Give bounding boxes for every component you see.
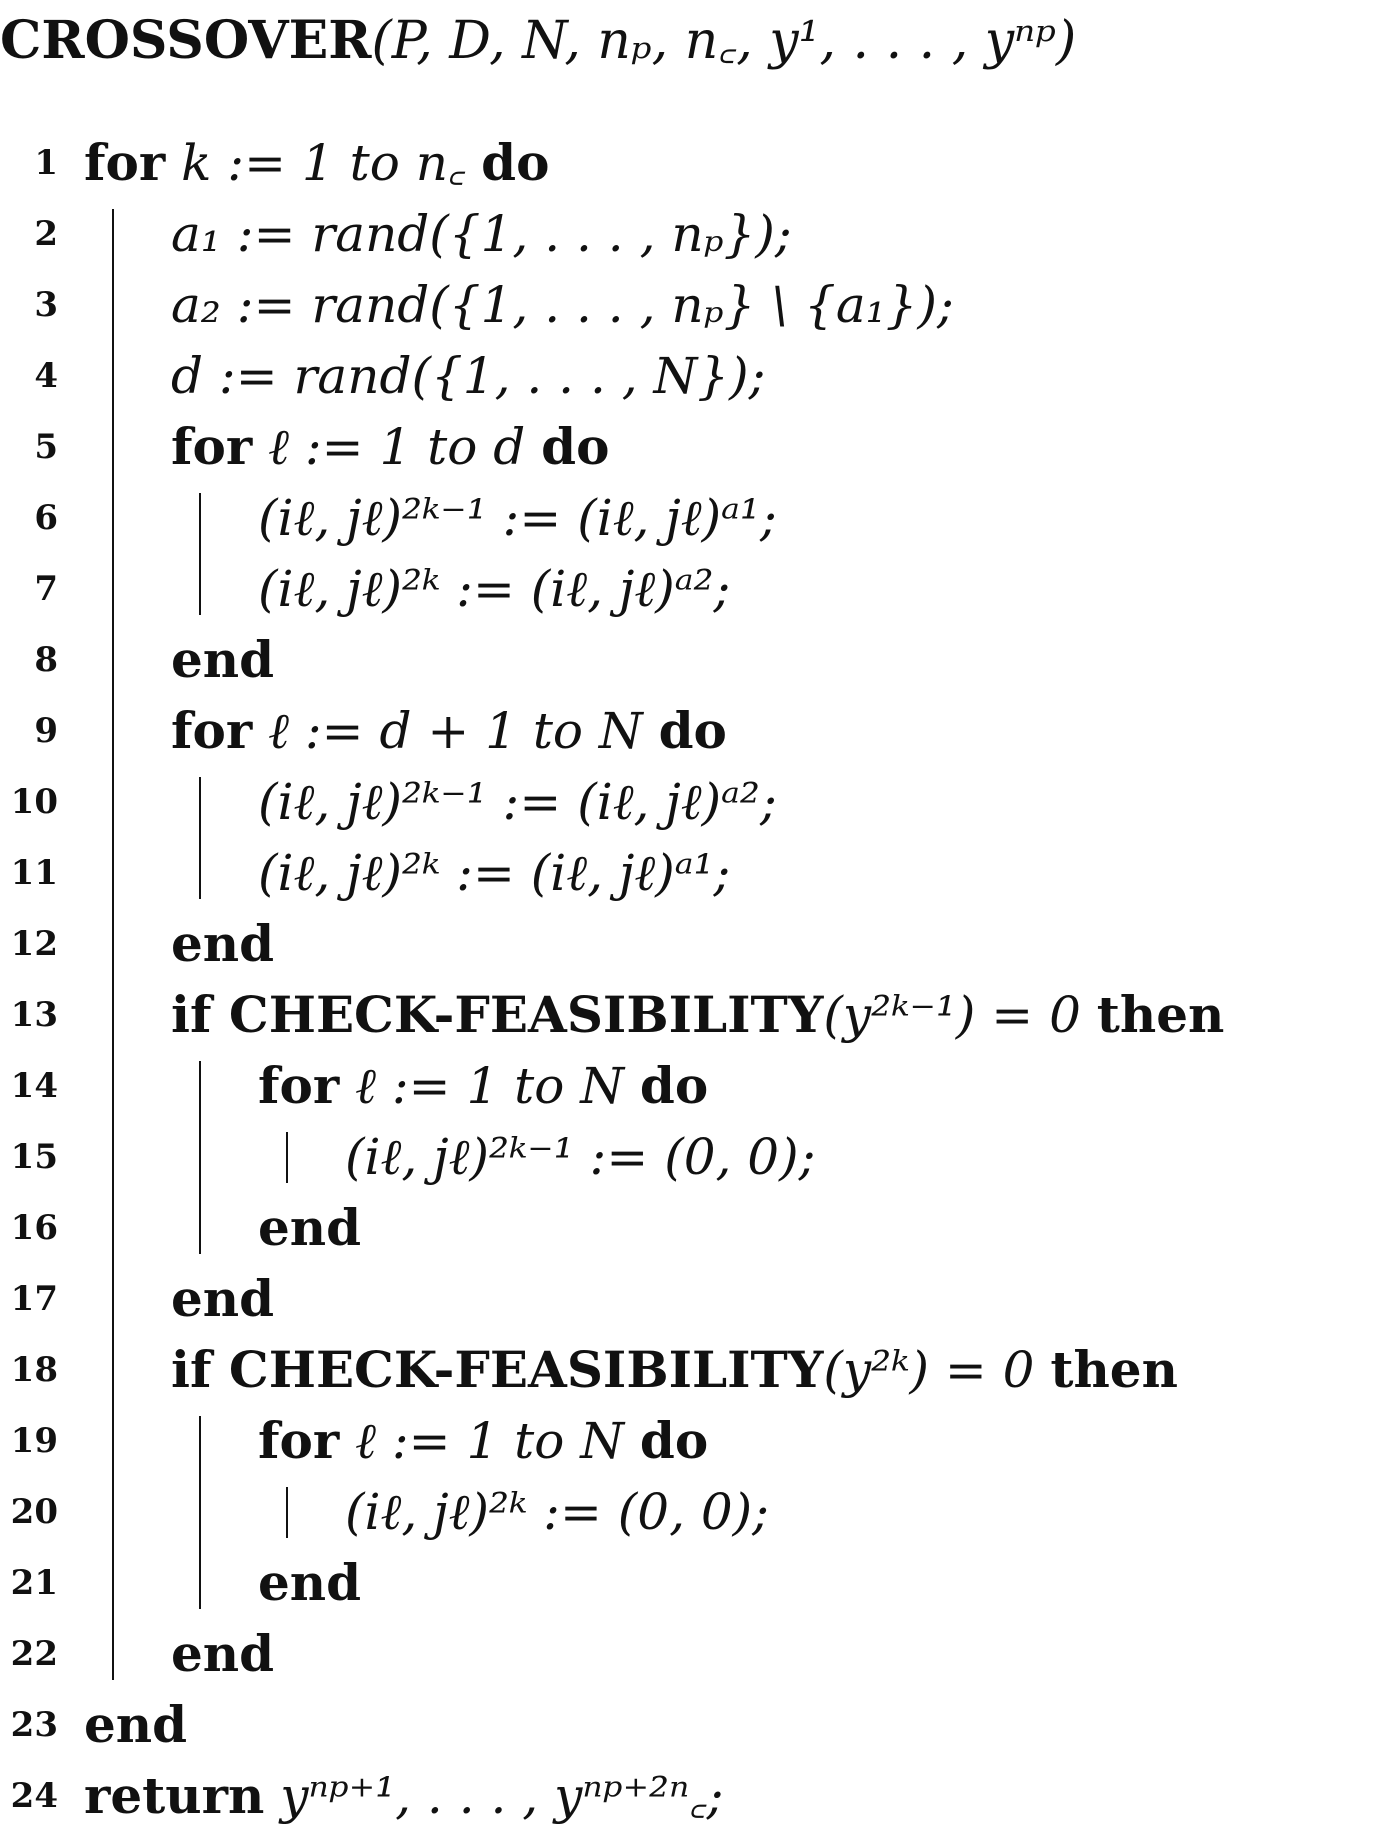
keyword: do <box>481 133 550 192</box>
expression: ℓ := 1 to d <box>252 418 542 476</box>
line-number: 3 <box>34 285 58 325</box>
line-code <box>258 1548 361 1618</box>
line-number: 18 <box>10 1350 58 1390</box>
line-code <box>171 696 727 766</box>
line-number: 21 <box>10 1563 58 1603</box>
algorithm-line <box>0 1690 1388 1760</box>
expression: d := rand({1, . . . , N}); <box>171 347 766 405</box>
expression: a₂ := rand({1, . . . , nₚ} \ {a₁}); <box>171 276 954 334</box>
algorithm-line <box>0 838 1388 908</box>
keyword: end <box>171 1624 275 1683</box>
line-number: 24 <box>10 1776 58 1816</box>
keyword: return <box>84 1766 265 1825</box>
line-number: 7 <box>34 569 58 609</box>
keyword: do <box>639 1411 709 1470</box>
keyword: end <box>171 1269 275 1328</box>
block-guide-line <box>286 1132 288 1183</box>
line-code <box>171 980 1224 1050</box>
line-code <box>171 341 765 411</box>
keyword: end <box>258 1198 362 1257</box>
algorithm-line <box>0 483 1388 553</box>
block-guide-line <box>286 1487 288 1538</box>
expression: (iℓ, jℓ)²ᵏ⁻¹ := (0, 0); <box>345 1128 816 1186</box>
line-number: 12 <box>10 924 58 964</box>
line-code <box>258 838 730 908</box>
line-code <box>171 270 954 340</box>
algorithm-line <box>0 1335 1388 1405</box>
algorithm-line <box>0 554 1388 624</box>
keyword: end <box>258 1553 362 1612</box>
line-code <box>258 554 730 624</box>
expression: (iℓ, jℓ)²ᵏ := (iℓ, jℓ)ᵃ²; <box>258 560 731 618</box>
algorithm-name: CROSSOVER <box>0 10 372 71</box>
line-code <box>258 1051 708 1121</box>
line-code <box>258 1406 708 1476</box>
keyword: if CHECK-FEASIBILITY <box>171 1340 824 1399</box>
line-code <box>171 625 274 695</box>
keyword: for <box>171 417 253 476</box>
algorithm-line <box>0 1193 1388 1263</box>
algorithm-signature: (P, D, N, nₚ, n꜀, y¹, . . . , yⁿᵖ) <box>371 11 1077 71</box>
algorithm-line <box>0 1761 1388 1831</box>
expression: k := 1 to n꜀ <box>165 134 482 192</box>
algorithm-line <box>0 625 1388 695</box>
keyword: if CHECK-FEASIBILITY <box>171 985 824 1044</box>
line-code <box>84 128 549 198</box>
line-code <box>171 909 274 979</box>
algorithm-line <box>0 341 1388 411</box>
expression: ℓ := 1 to N <box>339 1057 640 1115</box>
line-code <box>171 199 792 269</box>
line-code <box>171 1264 274 1334</box>
line-code <box>258 1193 361 1263</box>
algorithm-line <box>0 909 1388 979</box>
line-code <box>258 767 777 837</box>
line-code <box>258 483 777 553</box>
line-number: 9 <box>34 711 58 751</box>
algorithm-line <box>0 1122 1388 1192</box>
keyword: end <box>171 630 275 689</box>
line-code <box>84 1761 723 1831</box>
line-number: 16 <box>10 1208 58 1248</box>
algorithm-line <box>0 696 1388 766</box>
algorithm-line <box>0 1548 1388 1618</box>
algorithm-line <box>0 270 1388 340</box>
expression: yⁿᵖ⁺¹, . . . , yⁿᵖ⁺²ⁿ꜀; <box>264 1767 724 1825</box>
expression: ℓ := 1 to N <box>339 1412 640 1470</box>
line-number: 8 <box>34 640 58 680</box>
line-code <box>345 1477 769 1547</box>
block-guide-line <box>199 493 201 615</box>
expression: (y²ᵏ⁻¹) = 0 <box>823 986 1097 1044</box>
line-code <box>171 412 609 482</box>
algorithm-line <box>0 128 1388 198</box>
algorithm-line <box>0 1051 1388 1121</box>
expression: (iℓ, jℓ)²ᵏ := (0, 0); <box>345 1483 770 1541</box>
line-number: 23 <box>10 1705 58 1745</box>
block-guide-line <box>112 209 114 1680</box>
expression: (iℓ, jℓ)²ᵏ⁻¹ := (iℓ, jℓ)ᵃ²; <box>258 773 777 831</box>
line-code <box>171 1335 1178 1405</box>
line-number: 20 <box>10 1492 58 1532</box>
line-number: 6 <box>34 498 58 538</box>
block-guide-line <box>199 1061 201 1254</box>
keyword: end <box>84 1695 188 1754</box>
line-number: 4 <box>34 356 58 396</box>
keyword: end <box>171 914 275 973</box>
line-number: 17 <box>10 1279 58 1319</box>
expression: ℓ := d + 1 to N <box>252 702 659 760</box>
expression: a₁ := rand({1, . . . , nₚ}); <box>171 205 792 263</box>
line-number: 14 <box>10 1066 58 1106</box>
algorithm-title <box>0 6 1076 76</box>
keyword: for <box>258 1056 340 1115</box>
line-code <box>84 1690 187 1760</box>
expression: (iℓ, jℓ)²ᵏ := (iℓ, jℓ)ᵃ¹; <box>258 844 731 902</box>
algorithm-line <box>0 980 1388 1050</box>
line-code <box>345 1122 815 1192</box>
keyword: do <box>658 701 727 760</box>
line-number: 15 <box>10 1137 58 1177</box>
keyword: for <box>171 701 253 760</box>
line-number: 19 <box>10 1421 58 1461</box>
keyword: for <box>84 133 166 192</box>
keyword: for <box>258 1411 340 1470</box>
algorithm-line <box>0 412 1388 482</box>
line-number: 10 <box>10 782 58 822</box>
algorithm-line <box>0 1619 1388 1689</box>
keyword: then <box>1096 985 1225 1044</box>
line-number: 5 <box>34 427 58 467</box>
line-number: 13 <box>10 995 58 1035</box>
line-number: 22 <box>10 1634 58 1674</box>
line-number: 11 <box>10 853 58 893</box>
expression: (y²ᵏ) = 0 <box>823 1341 1051 1399</box>
algorithm-line <box>0 1264 1388 1334</box>
keyword: do <box>639 1056 709 1115</box>
algorithm-line <box>0 767 1388 837</box>
algorithm-line <box>0 1406 1388 1476</box>
block-guide-line <box>199 777 201 899</box>
keyword: then <box>1050 1340 1178 1399</box>
line-code <box>171 1619 274 1689</box>
algorithm-line <box>0 199 1388 269</box>
line-number: 1 <box>34 143 58 183</box>
keyword: do <box>541 417 610 476</box>
algorithm-line <box>0 1477 1388 1547</box>
expression: (iℓ, jℓ)²ᵏ⁻¹ := (iℓ, jℓ)ᵃ¹; <box>258 489 777 547</box>
block-guide-line <box>199 1416 201 1609</box>
line-number: 2 <box>34 214 58 254</box>
